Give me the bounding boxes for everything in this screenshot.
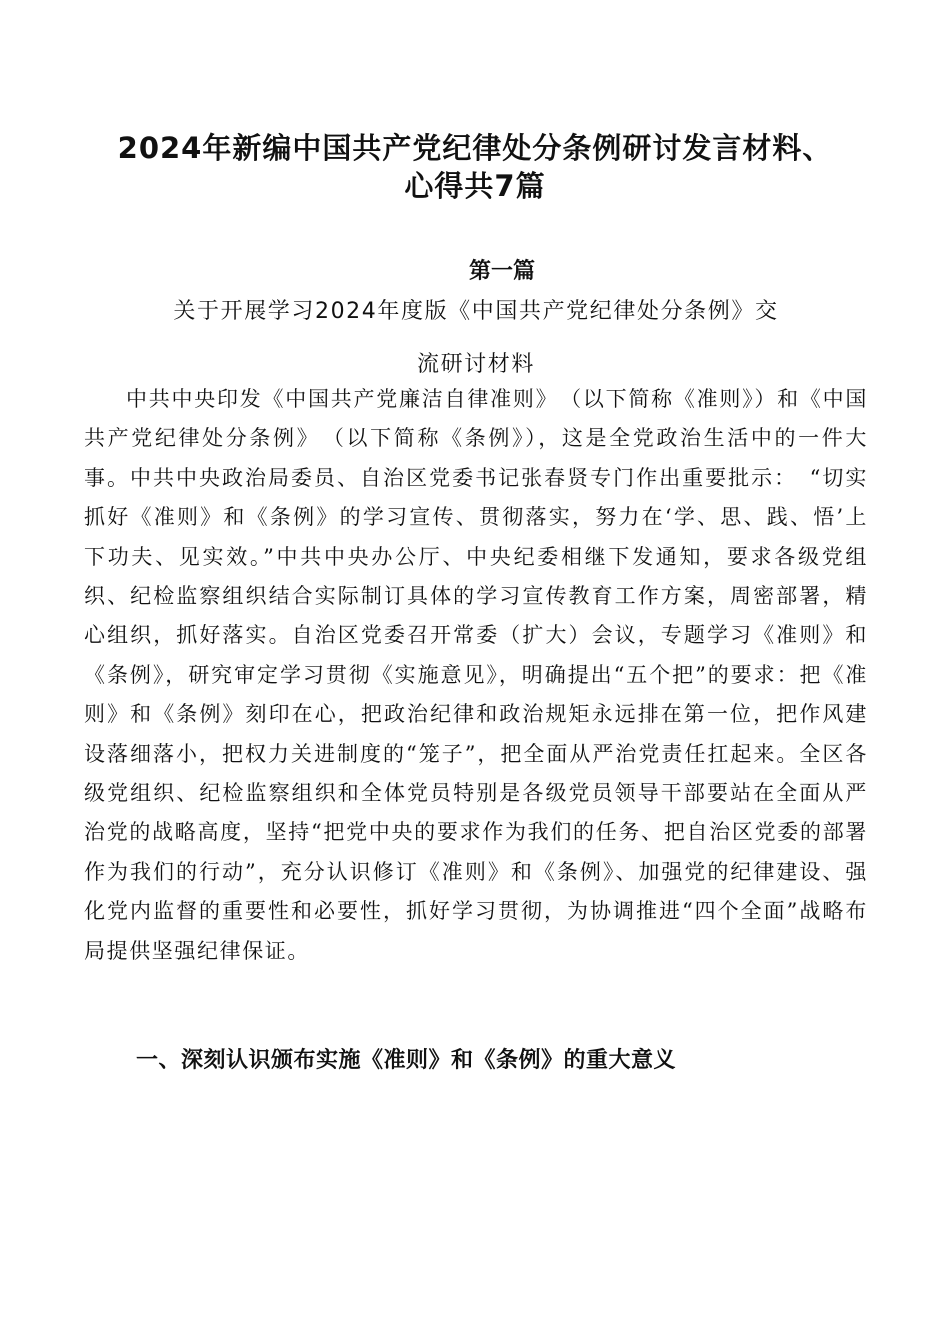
article-subtitle-line-1: 关于开展学习2024年度版《中国共产党纪律处分条例》交 bbox=[173, 299, 779, 324]
heading-section-one: 一、深刻认识颁布实施《准则》和《条例》的重大意义 bbox=[136, 1048, 677, 1073]
section-title: 第一篇 bbox=[468, 259, 535, 284]
document-title-line-1: 2024年新编中国共产党纪律处分条例研讨发言材料、 bbox=[117, 131, 833, 165]
body-paragraph: 中共中央印发《中国共产党廉洁自律准则》 （以下简称《准则》）和《中国共产党纪律处分条例》 （以下简称《条例》），这是全党政治生活中的一件大事。中共中央政治局委员、自治区党委书记张春贤专门作出重要批示： “切实抓好《准则》和《条例》的学习宣传、贯彻落实，努力在‘学、思、践、悟’上下功夫、见实效。”中共中央办公厅、中央纪委相继下发通知，要求各级党组织、纪检监察组织结合实际制订具体的学习宣传教育工作方案，周密部署，精心组织，抓好落实。自治区党委召开常委（扩大）会议，专题学习《准则》和《条例》，研究审定学习贯彻《实施意见》，明确提出“五个把”的要求：把《准则》和《条例》刻印在心，把政治纪律和政治规矩永远排在第一位，把作风建设落细落小，把权力关进制度的“笼子”，把全面从严治党责任扛起来。全区各级党组织、纪检监察组织和全体党员特别是各级党员领导干部要站在全面从严治党的战略高度，坚持“把党中央的要求作为我们的任务、把自治区党委的部署作为我们的行动”，充分认识修订《准则》和《条例》、加强党的纪律建设、强化党内监督的重要性和必要性，抓好学习贯彻，为协调推进“四个全面”战略布局提供坚强纪律保证。 bbox=[84, 387, 868, 963]
article-subtitle-line-2: 流研讨材料 bbox=[416, 352, 535, 377]
document-title-line-2: 心得共7篇 bbox=[404, 169, 546, 203]
